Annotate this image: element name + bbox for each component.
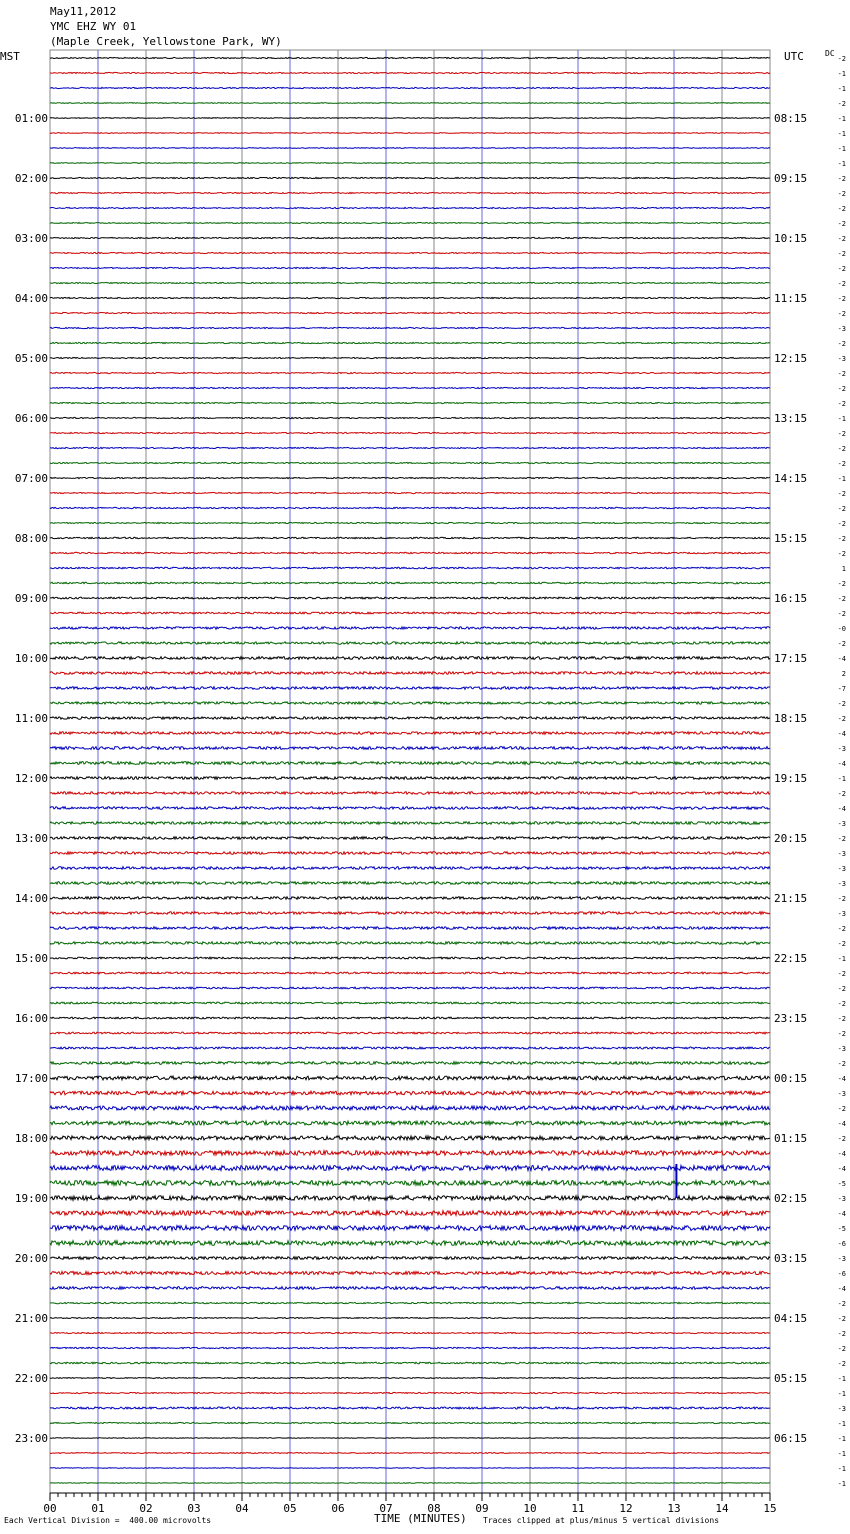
trace-row: [50, 777, 770, 780]
trace-row: [50, 567, 770, 569]
left-hour-label: 01:00: [14, 112, 48, 125]
trace-row: [50, 852, 770, 855]
dc-offset-value: -1: [837, 775, 846, 783]
dc-offset-value: -2: [837, 940, 846, 948]
dc-offset-value: -2: [837, 100, 846, 108]
left-hour-label: 06:00: [14, 412, 48, 425]
dc-offset-value: -6: [837, 1270, 846, 1278]
trace-row: [50, 792, 770, 795]
dc-offset-value: -1: [837, 160, 846, 168]
dc-offset-value: -2: [837, 1030, 846, 1038]
dc-offset-value: -3: [837, 865, 846, 873]
dc-offset-value: -2: [837, 1300, 846, 1308]
dc-offset-value: -1: [837, 955, 846, 963]
seismogram-traces: [50, 57, 770, 1483]
trace-row: [50, 417, 770, 418]
right-hour-label: 12:15: [774, 352, 808, 365]
trace-row: [50, 1136, 770, 1140]
trace-row: [50, 1483, 770, 1484]
x-tick-label: 06: [331, 1502, 345, 1515]
dc-offset-value: -2: [837, 985, 846, 993]
dc-offset-value: -2: [837, 1105, 846, 1113]
dc-offset-value: -1: [837, 415, 846, 423]
trace-row: [50, 1091, 770, 1095]
dc-offset-value: -2: [837, 55, 846, 63]
trace-row: [50, 1422, 770, 1423]
dc-offset-value: -1: [837, 85, 846, 93]
dc-offset-value: -3: [837, 745, 846, 753]
trace-row: [50, 1257, 770, 1260]
dc-offset-value: -2: [837, 1360, 846, 1368]
trace-row: [50, 702, 770, 704]
trace-row: [50, 282, 770, 283]
left-hour-label: 08:00: [14, 532, 48, 545]
trace-row: [50, 1121, 770, 1125]
right-hour-label: 16:15: [774, 592, 808, 605]
left-hour-label: 20:00: [14, 1252, 48, 1265]
trace-row: [50, 1017, 770, 1019]
trace-row: [50, 867, 770, 870]
dc-offset-value: -3: [837, 820, 846, 828]
trace-row: [50, 717, 770, 719]
clip-note: Traces clipped at plus/minus 5 vertical divisions: [483, 1516, 720, 1525]
dc-offset-value: -3: [837, 1255, 846, 1263]
trace-row: [50, 672, 770, 675]
trace-row: [50, 1362, 770, 1364]
dc-offset-value: -3: [837, 1405, 846, 1413]
chart-grid: [50, 50, 770, 1493]
left-hour-label: 22:00: [14, 1372, 48, 1385]
dc-offset-value: -6: [837, 1240, 846, 1248]
dc-offset-value: -3: [837, 1195, 846, 1203]
trace-row: [50, 492, 770, 493]
trace-row: [50, 237, 770, 238]
trace-row: [50, 912, 770, 915]
right-timezone-label: UTC: [784, 50, 804, 63]
trace-row: [50, 927, 770, 930]
trace-row: [50, 342, 770, 343]
trace-row: [50, 312, 770, 313]
trace-row: [50, 807, 770, 810]
trace-row: [50, 1047, 770, 1049]
right-hour-label: 22:15: [774, 952, 808, 965]
trace-row: [50, 118, 770, 119]
trace-row: [50, 87, 770, 88]
dc-offset-value: -2: [837, 895, 846, 903]
dc-offset-value: -4: [837, 760, 846, 768]
dc-offset-value: -3: [837, 1045, 846, 1053]
dc-offset-value: -1: [837, 475, 846, 483]
trace-row: [50, 148, 770, 149]
right-hour-label: 21:15: [774, 892, 808, 905]
trace-row: [50, 732, 770, 735]
trace-row: [50, 1392, 770, 1393]
trace-row: [50, 987, 770, 989]
trace-row: [50, 177, 770, 178]
left-hour-label: 17:00: [14, 1072, 48, 1085]
x-tick-label: 07: [379, 1502, 393, 1515]
dc-offset-value: -7: [837, 685, 846, 693]
trace-row: [50, 1332, 770, 1333]
chart-labels: [15, 55, 846, 1515]
dc-offset-value: -3: [837, 355, 846, 363]
dc-offset-value: -5: [837, 1225, 846, 1233]
dc-offset-value: -3: [837, 325, 846, 333]
dc-offset-value: -4: [837, 730, 846, 738]
dc-offset-value: -1: [837, 70, 846, 78]
trace-row: [50, 1196, 770, 1200]
trace-row: [50, 507, 770, 508]
dc-offset-value: -2: [837, 1315, 846, 1323]
dc-offset-value: -4: [837, 1165, 846, 1173]
dc-offset-value: -2: [837, 700, 846, 708]
dc-offset-value: -2: [837, 550, 846, 558]
dc-offset-value: -2: [837, 790, 846, 798]
trace-row: [50, 477, 770, 478]
right-hour-label: 08:15: [774, 112, 808, 125]
dc-offset-value: -2: [837, 1135, 846, 1143]
plot-frame: [50, 50, 770, 1493]
trace-row: [50, 357, 770, 358]
trace-row: [50, 402, 770, 403]
right-hour-label: 10:15: [774, 232, 808, 245]
dc-offset-value: -2: [837, 400, 846, 408]
left-hour-label: 03:00: [14, 232, 48, 245]
station-code: YMC EHZ WY 01: [50, 20, 137, 33]
trace-row: [50, 72, 770, 73]
dc-offset-value: -2: [837, 175, 846, 183]
dc-offset-value: -4: [837, 1075, 846, 1083]
dc-offset-value: -2: [837, 490, 846, 498]
dc-offset-value: -4: [837, 655, 846, 663]
right-hour-label: 04:15: [774, 1312, 808, 1325]
right-hour-label: 18:15: [774, 712, 808, 725]
trace-row: [50, 657, 770, 660]
scale-note: Each Vertical Division = 400.00 microvolts: [4, 1516, 212, 1525]
trace-row: [50, 103, 770, 104]
dc-offset-value: -2: [837, 265, 846, 273]
left-hour-label: 23:00: [14, 1432, 48, 1445]
dc-offset-value: -2: [837, 370, 846, 378]
dc-offset-value: -3: [837, 850, 846, 858]
trace-row: [50, 432, 770, 433]
dc-offset-value: -4: [837, 1210, 846, 1218]
dc-offset-value: -2: [837, 280, 846, 288]
x-tick-label: 10: [523, 1502, 537, 1515]
right-hour-label: 15:15: [774, 532, 808, 545]
dc-offset-value: -2: [837, 385, 846, 393]
recording-date: May11,2012: [50, 5, 117, 18]
x-tick-label: 14: [715, 1502, 729, 1515]
trace-row: [50, 747, 770, 750]
x-tick-label: 04: [235, 1502, 249, 1515]
x-tick-label: 15: [763, 1502, 777, 1515]
dc-offset-value: -1: [837, 145, 846, 153]
dc-offset-value: -1: [837, 1375, 846, 1383]
trace-row: [50, 267, 770, 268]
trace-row: [50, 762, 770, 765]
dc-offset-value: -1: [837, 1435, 846, 1443]
x-tick-label: 12: [619, 1502, 633, 1515]
dc-offset-value: -2: [837, 970, 846, 978]
trace-row: [50, 372, 770, 373]
trace-row: [50, 837, 770, 840]
dc-offset-value: 2: [841, 670, 846, 678]
left-hour-label: 09:00: [14, 592, 48, 605]
trace-row: [50, 1106, 770, 1110]
trace-row: [50, 612, 770, 614]
trace-row: [50, 1166, 770, 1171]
right-hour-label: 05:15: [774, 1372, 808, 1385]
dc-offset-value: -2: [837, 1060, 846, 1068]
left-hour-label: 14:00: [14, 892, 48, 905]
x-tick-label: 11: [571, 1502, 585, 1515]
trace-row: [50, 1271, 770, 1274]
dc-offset-header: DC: [825, 49, 835, 58]
dc-offset-value: -2: [837, 610, 846, 618]
dc-offset-value: -3: [837, 910, 846, 918]
trace-row: [50, 1287, 770, 1290]
dc-offset-value: -2: [837, 460, 846, 468]
dc-offset-value: -2: [837, 1000, 846, 1008]
x-axis-title: TIME (MINUTES): [374, 1512, 467, 1525]
dc-offset-value: -2: [837, 250, 846, 258]
right-hour-label: 23:15: [774, 1012, 808, 1025]
right-hour-label: 13:15: [774, 412, 808, 425]
right-hour-label: 00:15: [774, 1072, 808, 1085]
dc-offset-value: -1: [837, 1480, 846, 1488]
dc-offset-value: -2: [837, 340, 846, 348]
left-hour-label: 10:00: [14, 652, 48, 665]
trace-row: [50, 1468, 770, 1469]
left-hour-label: 21:00: [14, 1312, 48, 1325]
right-hour-label: 06:15: [774, 1432, 808, 1445]
dc-offset-value: -1: [837, 1420, 846, 1428]
dc-offset-value: -2: [837, 310, 846, 318]
right-hour-label: 09:15: [774, 172, 808, 185]
dc-offset-value: -2: [837, 445, 846, 453]
trace-row: [50, 642, 770, 644]
trace-row: [50, 1318, 770, 1319]
trace-row: [50, 522, 770, 523]
x-tick-label: 09: [475, 1502, 489, 1515]
dc-offset-value: -1: [837, 1450, 846, 1458]
dc-offset-value: -5: [837, 1180, 846, 1188]
dc-offset-value: -2: [837, 580, 846, 588]
trace-row: [50, 942, 770, 945]
dc-offset-value: -0: [837, 625, 846, 633]
trace-row: [50, 447, 770, 448]
trace-row: [50, 207, 770, 208]
dc-offset-value: -1: [837, 1465, 846, 1473]
dc-offset-value: -2: [837, 925, 846, 933]
trace-row: [50, 1438, 770, 1439]
right-hour-label: 14:15: [774, 472, 808, 485]
trace-row: [50, 1347, 770, 1348]
trace-row: [50, 1062, 770, 1065]
dc-offset-value: -2: [837, 1330, 846, 1338]
trace-row: [50, 57, 770, 58]
trace-row: [50, 972, 770, 974]
right-hour-label: 02:15: [774, 1192, 808, 1205]
dc-offset-value: -2: [837, 595, 846, 603]
trace-row: [50, 252, 770, 253]
trace-row: [50, 1302, 770, 1303]
dc-offset-value: -2: [837, 1345, 846, 1353]
x-tick-label: 05: [283, 1502, 297, 1515]
left-hour-label: 02:00: [14, 172, 48, 185]
trace-row: [50, 163, 770, 164]
left-hour-label: 15:00: [14, 952, 48, 965]
dc-offset-value: -2: [837, 235, 846, 243]
right-hour-label: 19:15: [774, 772, 808, 785]
dc-offset-value: -3: [837, 1090, 846, 1098]
trace-row: [50, 627, 770, 629]
trace-row: [50, 327, 770, 328]
trace-row: [50, 582, 770, 584]
dc-offset-value: -2: [837, 295, 846, 303]
trace-row: [50, 687, 770, 690]
dc-offset-value: -4: [837, 1120, 846, 1128]
dc-offset-value: -1: [837, 115, 846, 123]
trace-row: [50, 297, 770, 298]
left-timezone-label: MST: [0, 50, 20, 63]
dc-offset-value: -2: [837, 430, 846, 438]
dc-offset-value: -2: [837, 835, 846, 843]
trace-row: [50, 1211, 770, 1216]
x-tick-label: 02: [139, 1502, 153, 1515]
trace-row: [50, 597, 770, 599]
right-hour-label: 03:15: [774, 1252, 808, 1265]
trace-row: [50, 957, 770, 959]
trace-row: [50, 1407, 770, 1409]
left-hour-label: 16:00: [14, 1012, 48, 1025]
trace-row: [50, 882, 770, 885]
trace-row: [50, 1002, 770, 1004]
dc-offset-value: 1: [841, 565, 846, 573]
dc-offset-value: -4: [837, 1285, 846, 1293]
trace-row: [50, 1453, 770, 1454]
trace-row: [50, 462, 770, 463]
trace-row: [50, 552, 770, 553]
trace-row: [50, 133, 770, 134]
trace-row: [50, 1241, 770, 1246]
trace-row: [50, 1181, 770, 1186]
trace-row: [50, 897, 770, 900]
left-hour-label: 07:00: [14, 472, 48, 485]
trace-row: [50, 1378, 770, 1379]
left-hour-label: 19:00: [14, 1192, 48, 1205]
dc-offset-value: -4: [837, 805, 846, 813]
trace-row: [50, 1226, 770, 1231]
dc-offset-value: -1: [837, 130, 846, 138]
trace-row: [50, 192, 770, 193]
x-tick-label: 01: [91, 1502, 105, 1515]
dc-offset-value: -2: [837, 535, 846, 543]
dc-offset-value: -2: [837, 640, 846, 648]
trace-row: [50, 387, 770, 388]
dc-offset-value: -4: [837, 1150, 846, 1158]
dc-offset-value: -2: [837, 1015, 846, 1023]
trace-row: [50, 822, 770, 825]
x-tick-label: 00: [43, 1502, 57, 1515]
left-hour-label: 04:00: [14, 292, 48, 305]
right-hour-label: 11:15: [774, 292, 808, 305]
x-tick-label: 03: [187, 1502, 201, 1515]
right-hour-label: 20:15: [774, 832, 808, 845]
dc-offset-value: -2: [837, 190, 846, 198]
left-hour-label: 11:00: [14, 712, 48, 725]
left-hour-label: 18:00: [14, 1132, 48, 1145]
left-hour-label: 13:00: [14, 832, 48, 845]
left-hour-label: 12:00: [14, 772, 48, 785]
dc-offset-value: -2: [837, 205, 846, 213]
x-tick-label: 13: [667, 1502, 681, 1515]
trace-row: [50, 1032, 770, 1034]
station-location: (Maple Creek, Yellowstone Park, WY): [50, 35, 282, 48]
dc-offset-value: -2: [837, 505, 846, 513]
dc-offset-value: -3: [837, 880, 846, 888]
trace-row: [50, 223, 770, 224]
trace-row: [50, 537, 770, 538]
right-hour-label: 01:15: [774, 1132, 808, 1145]
dc-offset-value: -1: [837, 1390, 846, 1398]
x-tick-label: 08: [427, 1502, 441, 1515]
left-hour-label: 05:00: [14, 352, 48, 365]
trace-row: [50, 1151, 770, 1156]
dc-offset-value: -2: [837, 520, 846, 528]
dc-offset-value: -2: [837, 715, 846, 723]
right-hour-label: 17:15: [774, 652, 808, 665]
dc-offset-value: -2: [837, 220, 846, 228]
trace-row: [50, 1076, 770, 1080]
